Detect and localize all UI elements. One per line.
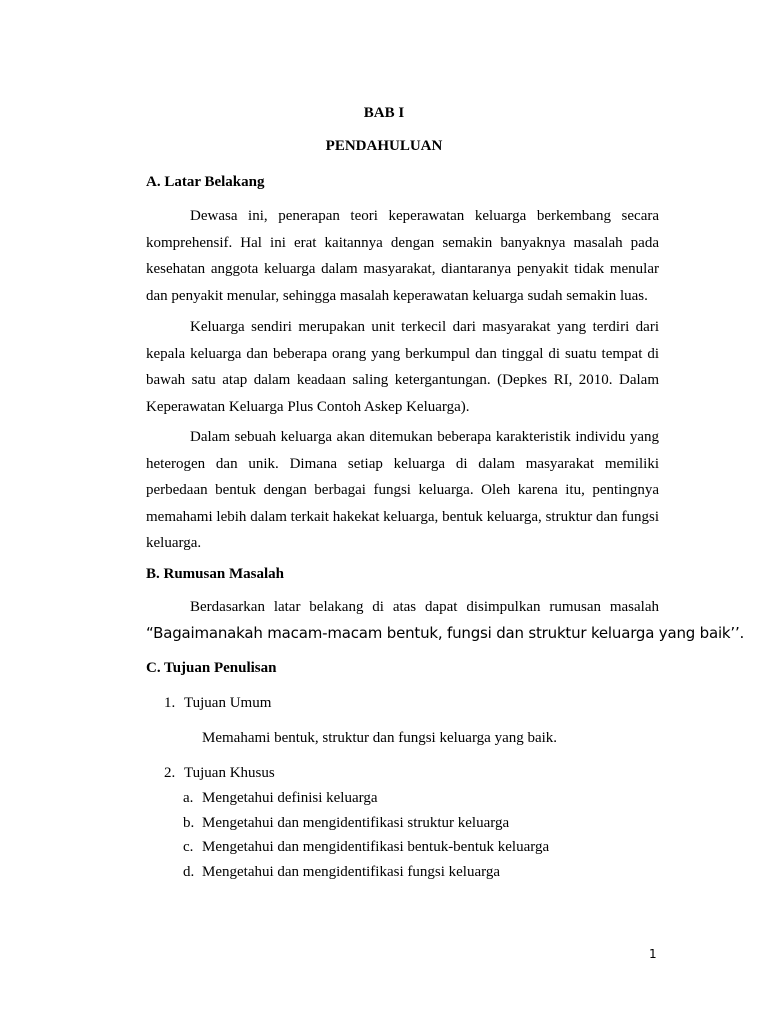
- sub-list-text: Mengetahui definisi keluarga: [202, 790, 378, 806]
- chapter-number: BAB I: [363, 105, 405, 121]
- list-item-label: Tujuan Umum: [184, 695, 272, 711]
- list-number: 1.: [164, 695, 176, 711]
- list-item-tujuan-umum: [164, 695, 271, 712]
- paragraph-rumusan-masalah: Berdasarkan latar belakang di atas dapat disimpulkan rumusan masalah: [190, 599, 659, 615]
- sub-list-letter: d.: [183, 864, 195, 880]
- section-a-heading: A. Latar Belakang: [146, 174, 265, 190]
- sub-list-text: Mengetahui dan mengidentifikasi bentuk-bentuk keluarga: [202, 839, 550, 855]
- paragraph-latar-belakang-3: Dalam sebuah keluarga akan ditemukan beberapa karakteristik individu yang heterogen dan unik. Dimana setiap keluarga di dalam masyarakat memiliki perbedaan bentuk dengan berbagai fungsi keluarga. Oleh karena itu, pentingnya memahami lebih dalam terkait hakekat keluarga, bentuk keluarga, struktur dan fungsi keluarga.: [146, 429, 659, 551]
- list-number: 2.: [164, 765, 176, 781]
- sub-list-letter: c.: [183, 839, 194, 855]
- tujuan-umum-description: Memahami bentuk, struktur dan fungsi keluarga yang baik.: [202, 730, 558, 746]
- sub-list-text: Mengetahui dan mengidentifikasi struktur keluarga: [202, 815, 510, 831]
- sub-list-letter: b.: [183, 815, 195, 831]
- sub-list-letter: a.: [183, 790, 194, 806]
- sub-list-item: [183, 864, 500, 881]
- section-b-heading: B. Rumusan Masalah: [146, 566, 284, 582]
- sub-list-item: [183, 790, 378, 807]
- paragraph-latar-belakang-2: Keluarga sendiri merupakan unit terkecil dari masyarakat yang terdiri dari kepala keluarga dan beberapa orang yang berkumpul dan tinggal di suatu tempat di bawah satu atap dalam keadaan saling ketergantungan. (Depkes RI, 2010. Dalam Keperawatan Keluarga Plus Contoh Askep Keluarga).: [146, 319, 659, 415]
- list-item-label: Tujuan Khusus: [184, 765, 275, 781]
- list-item-tujuan-khusus: [164, 765, 275, 782]
- page-number: 1: [649, 947, 657, 961]
- sub-list-text: Mengetahui dan mengidentifikasi fungsi keluarga: [202, 864, 500, 880]
- paragraph-latar-belakang-1: Dewasa ini, penerapan teori keperawatan keluarga berkembang secara komprehensif. Hal ini erat kaitannya dengan semakin banyaknya masalah pada kesehatan anggota keluarga dalam masyarakat, diantaranya penyakit tidak menular dan penyakit menular, sehingga masalah keperawatan keluarga sudah semakin luas.: [146, 208, 659, 304]
- section-c-heading: C. Tujuan Penulisan: [146, 660, 277, 676]
- chapter-title: PENDAHULUAN: [325, 138, 443, 154]
- problem-statement-quote: “Bagaimanakah macam-macam bentuk, fungsi dan struktur keluarga yang baik’’.: [146, 624, 745, 642]
- sub-list-item: [183, 839, 549, 856]
- sub-list-item: [183, 815, 509, 832]
